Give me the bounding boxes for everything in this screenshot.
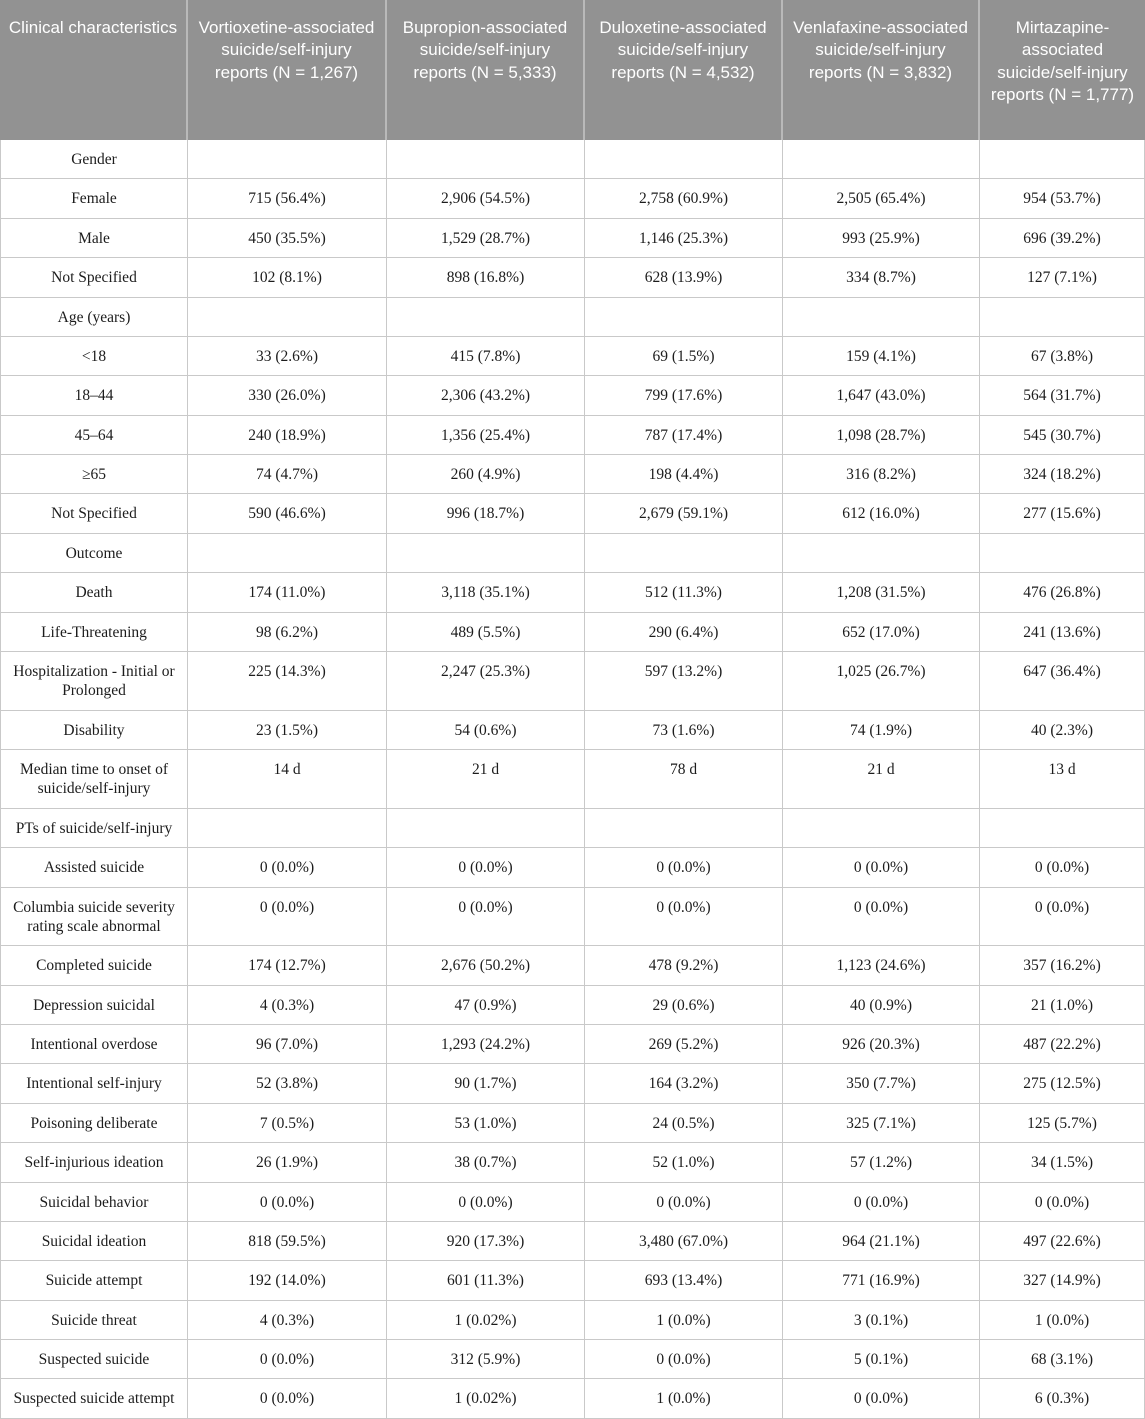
table-row	[0, 613, 1145, 652]
cell-value: 69 (1.5%)	[585, 337, 783, 376]
section-label: Gender	[0, 140, 188, 179]
cell-value: 34 (1.5%)	[980, 1143, 1145, 1182]
table-row	[0, 258, 1145, 297]
cell-value: 926 (20.3%)	[783, 1025, 980, 1064]
cell-value: 312 (5.9%)	[387, 1340, 585, 1379]
table-row	[0, 652, 1145, 711]
cell-value: 23 (1.5%)	[188, 711, 387, 750]
cell-value: 597 (13.2%)	[585, 652, 783, 711]
row-label: Disability	[0, 711, 188, 750]
cell-value	[783, 298, 980, 337]
cell-value: 1,208 (31.5%)	[783, 573, 980, 612]
cell-value: 489 (5.5%)	[387, 613, 585, 652]
column-header-5: Mirtazapine-associated suicide/self-injury reports (N = 1,777)	[980, 0, 1145, 140]
cell-value: 647 (36.4%)	[980, 652, 1145, 711]
cell-value: 277 (15.6%)	[980, 494, 1145, 533]
cell-value	[387, 298, 585, 337]
table-row	[0, 1104, 1145, 1143]
row-label: Male	[0, 219, 188, 258]
cell-value	[188, 534, 387, 573]
table-row	[0, 219, 1145, 258]
table-row	[0, 750, 1145, 809]
cell-value: 818 (59.5%)	[188, 1222, 387, 1261]
table-row	[0, 1025, 1145, 1064]
table-row	[0, 179, 1145, 218]
row-label: Suspected suicide attempt	[0, 1379, 188, 1418]
cell-value: 38 (0.7%)	[387, 1143, 585, 1182]
cell-value: 590 (46.6%)	[188, 494, 387, 533]
cell-value: 52 (3.8%)	[188, 1064, 387, 1103]
cell-value: 29 (0.6%)	[585, 986, 783, 1025]
cell-value: 3,118 (35.1%)	[387, 573, 585, 612]
row-label: Life-Threatening	[0, 613, 188, 652]
cell-value: 601 (11.3%)	[387, 1261, 585, 1300]
section-row	[0, 140, 1145, 179]
row-label: Not Specified	[0, 258, 188, 297]
cell-value: 512 (11.3%)	[585, 573, 783, 612]
cell-value: 0 (0.0%)	[585, 1340, 783, 1379]
cell-value: 0 (0.0%)	[783, 848, 980, 887]
cell-value: 715 (56.4%)	[188, 179, 387, 218]
cell-value	[387, 534, 585, 573]
cell-value: 57 (1.2%)	[783, 1143, 980, 1182]
row-label: Self-injurious ideation	[0, 1143, 188, 1182]
cell-value	[188, 140, 387, 179]
table-row	[0, 986, 1145, 1025]
table-row	[0, 416, 1145, 455]
cell-value: 0 (0.0%)	[783, 1379, 980, 1418]
cell-value	[387, 140, 585, 179]
cell-value: 2,906 (54.5%)	[387, 179, 585, 218]
cell-value: 2,247 (25.3%)	[387, 652, 585, 711]
row-label: Female	[0, 179, 188, 218]
row-label: Poisoning deliberate	[0, 1104, 188, 1143]
row-label: Suicide attempt	[0, 1261, 188, 1300]
table-row	[0, 337, 1145, 376]
cell-value: 4 (0.3%)	[188, 986, 387, 1025]
cell-value: 125 (5.7%)	[980, 1104, 1145, 1143]
cell-value: 487 (22.2%)	[980, 1025, 1145, 1064]
cell-value: 240 (18.9%)	[188, 416, 387, 455]
cell-value: 476 (26.8%)	[980, 573, 1145, 612]
section-label: Outcome	[0, 534, 188, 573]
table-row	[0, 1301, 1145, 1340]
cell-value: 324 (18.2%)	[980, 455, 1145, 494]
cell-value: 0 (0.0%)	[980, 848, 1145, 887]
cell-value: 2,505 (65.4%)	[783, 179, 980, 218]
cell-value: 330 (26.0%)	[188, 376, 387, 415]
cell-value: 799 (17.6%)	[585, 376, 783, 415]
table-body	[0, 140, 1145, 1419]
cell-value: 198 (4.4%)	[585, 455, 783, 494]
cell-value: 14 d	[188, 750, 387, 809]
cell-value: 993 (25.9%)	[783, 219, 980, 258]
cell-value: 325 (7.1%)	[783, 1104, 980, 1143]
cell-value: 269 (5.2%)	[585, 1025, 783, 1064]
cell-value	[783, 809, 980, 848]
cell-value: 696 (39.2%)	[980, 219, 1145, 258]
cell-value: 33 (2.6%)	[188, 337, 387, 376]
cell-value: 0 (0.0%)	[188, 1379, 387, 1418]
cell-value: 1,123 (24.6%)	[783, 946, 980, 985]
table-row	[0, 1340, 1145, 1379]
row-label: 45–64	[0, 416, 188, 455]
cell-value: 497 (22.6%)	[980, 1222, 1145, 1261]
cell-value: 0 (0.0%)	[585, 848, 783, 887]
cell-value: 74 (4.7%)	[188, 455, 387, 494]
cell-value: 0 (0.0%)	[188, 1340, 387, 1379]
cell-value: 67 (3.8%)	[980, 337, 1145, 376]
cell-value: 1 (0.0%)	[585, 1301, 783, 1340]
cell-value: 0 (0.0%)	[188, 1183, 387, 1222]
cell-value: 450 (35.5%)	[188, 219, 387, 258]
table-row	[0, 376, 1145, 415]
cell-value: 6 (0.3%)	[980, 1379, 1145, 1418]
cell-value: 4 (0.3%)	[188, 1301, 387, 1340]
section-row	[0, 298, 1145, 337]
cell-value: 3 (0.1%)	[783, 1301, 980, 1340]
column-header-4: Venlafaxine-associated suicide/self-injury reports (N = 3,832)	[783, 0, 980, 140]
header-row	[0, 0, 1145, 140]
cell-value: 1,146 (25.3%)	[585, 219, 783, 258]
row-label: Not Specified	[0, 494, 188, 533]
table-row	[0, 1222, 1145, 1261]
cell-value: 7 (0.5%)	[188, 1104, 387, 1143]
row-label: Death	[0, 573, 188, 612]
cell-value	[387, 809, 585, 848]
cell-value: 275 (12.5%)	[980, 1064, 1145, 1103]
cell-value: 54 (0.6%)	[387, 711, 585, 750]
cell-value: 2,676 (50.2%)	[387, 946, 585, 985]
cell-value: 1 (0.0%)	[980, 1301, 1145, 1340]
cell-value: 1 (0.02%)	[387, 1301, 585, 1340]
cell-value: 564 (31.7%)	[980, 376, 1145, 415]
table-row	[0, 1183, 1145, 1222]
cell-value	[980, 298, 1145, 337]
cell-value: 1,025 (26.7%)	[783, 652, 980, 711]
cell-value: 98 (6.2%)	[188, 613, 387, 652]
row-label: ≥65	[0, 455, 188, 494]
cell-value: 102 (8.1%)	[188, 258, 387, 297]
cell-value	[980, 140, 1145, 179]
table-row	[0, 455, 1145, 494]
table-row	[0, 1261, 1145, 1300]
cell-value: 13 d	[980, 750, 1145, 809]
cell-value: 0 (0.0%)	[188, 848, 387, 887]
cell-value: 316 (8.2%)	[783, 455, 980, 494]
cell-value: 159 (4.1%)	[783, 337, 980, 376]
cell-value: 40 (0.9%)	[783, 986, 980, 1025]
cell-value: 174 (12.7%)	[188, 946, 387, 985]
cell-value: 1,293 (24.2%)	[387, 1025, 585, 1064]
cell-value: 96 (7.0%)	[188, 1025, 387, 1064]
cell-value: 1,529 (28.7%)	[387, 219, 585, 258]
row-label: Suicide threat	[0, 1301, 188, 1340]
table-row	[0, 848, 1145, 887]
cell-value: 0 (0.0%)	[783, 888, 980, 947]
cell-value: 964 (21.1%)	[783, 1222, 980, 1261]
cell-value: 545 (30.7%)	[980, 416, 1145, 455]
cell-value: 2,306 (43.2%)	[387, 376, 585, 415]
table-row	[0, 888, 1145, 947]
cell-value: 0 (0.0%)	[980, 1183, 1145, 1222]
cell-value: 693 (13.4%)	[585, 1261, 783, 1300]
cell-value	[585, 140, 783, 179]
table-row	[0, 494, 1145, 533]
cell-value: 415 (7.8%)	[387, 337, 585, 376]
column-header-0: Clinical characteristics	[0, 0, 188, 140]
row-label: Suicidal ideation	[0, 1222, 188, 1261]
cell-value: 90 (1.7%)	[387, 1064, 585, 1103]
cell-value: 3,480 (67.0%)	[585, 1222, 783, 1261]
cell-value: 771 (16.9%)	[783, 1261, 980, 1300]
row-label: Depression suicidal	[0, 986, 188, 1025]
cell-value: 24 (0.5%)	[585, 1104, 783, 1143]
cell-value: 1 (0.0%)	[585, 1379, 783, 1418]
cell-value: 0 (0.0%)	[585, 1183, 783, 1222]
section-row	[0, 809, 1145, 848]
cell-value: 787 (17.4%)	[585, 416, 783, 455]
table-row	[0, 1143, 1145, 1182]
cell-value: 0 (0.0%)	[585, 888, 783, 947]
section-label: PTs of suicide/self-injury	[0, 809, 188, 848]
column-header-3: Duloxetine-associated suicide/self-injury reports (N = 4,532)	[585, 0, 783, 140]
cell-value: 1,098 (28.7%)	[783, 416, 980, 455]
cell-value: 920 (17.3%)	[387, 1222, 585, 1261]
row-label: Median time to onset of suicide/self-injury	[0, 750, 188, 809]
cell-value: 0 (0.0%)	[387, 888, 585, 947]
cell-value: 73 (1.6%)	[585, 711, 783, 750]
table-row	[0, 573, 1145, 612]
table-row	[0, 1379, 1145, 1418]
cell-value: 612 (16.0%)	[783, 494, 980, 533]
table-row	[0, 946, 1145, 985]
column-header-1: Vortioxetine-associated suicide/self-injury reports (N = 1,267)	[188, 0, 387, 140]
cell-value: 241 (13.6%)	[980, 613, 1145, 652]
cell-value: 290 (6.4%)	[585, 613, 783, 652]
cell-value: 0 (0.0%)	[387, 848, 585, 887]
row-label: Assisted suicide	[0, 848, 188, 887]
cell-value	[783, 534, 980, 573]
cell-value: 40 (2.3%)	[980, 711, 1145, 750]
cell-value: 898 (16.8%)	[387, 258, 585, 297]
cell-value: 628 (13.9%)	[585, 258, 783, 297]
cell-value	[585, 534, 783, 573]
cell-value: 996 (18.7%)	[387, 494, 585, 533]
cell-value: 327 (14.9%)	[980, 1261, 1145, 1300]
cell-value: 53 (1.0%)	[387, 1104, 585, 1143]
cell-value: 0 (0.0%)	[188, 888, 387, 947]
row-label: Completed suicide	[0, 946, 188, 985]
cell-value: 1,647 (43.0%)	[783, 376, 980, 415]
section-label: Age (years)	[0, 298, 188, 337]
cell-value: 478 (9.2%)	[585, 946, 783, 985]
cell-value: 2,758 (60.9%)	[585, 179, 783, 218]
cell-value	[585, 809, 783, 848]
cell-value	[783, 140, 980, 179]
cell-value: 2,679 (59.1%)	[585, 494, 783, 533]
cell-value	[188, 809, 387, 848]
column-header-2: Bupropion-associated suicide/self-injury reports (N = 5,333)	[387, 0, 585, 140]
cell-value: 0 (0.0%)	[783, 1183, 980, 1222]
cell-value: 78 d	[585, 750, 783, 809]
cell-value	[980, 809, 1145, 848]
row-label: 18–44	[0, 376, 188, 415]
cell-value: 1 (0.02%)	[387, 1379, 585, 1418]
cell-value: 0 (0.0%)	[387, 1183, 585, 1222]
cell-value: 26 (1.9%)	[188, 1143, 387, 1182]
row-label: <18	[0, 337, 188, 376]
cell-value: 350 (7.7%)	[783, 1064, 980, 1103]
cell-value: 192 (14.0%)	[188, 1261, 387, 1300]
cell-value	[188, 298, 387, 337]
cell-value: 954 (53.7%)	[980, 179, 1145, 218]
row-label: Intentional self-injury	[0, 1064, 188, 1103]
row-label: Intentional overdose	[0, 1025, 188, 1064]
cell-value: 357 (16.2%)	[980, 946, 1145, 985]
cell-value: 21 d	[387, 750, 585, 809]
cell-value: 334 (8.7%)	[783, 258, 980, 297]
row-label: Hospitalization - Initial or Prolonged	[0, 652, 188, 711]
cell-value: 52 (1.0%)	[585, 1143, 783, 1182]
cell-value	[980, 534, 1145, 573]
table-row	[0, 711, 1145, 750]
cell-value: 0 (0.0%)	[980, 888, 1145, 947]
cell-value: 5 (0.1%)	[783, 1340, 980, 1379]
cell-value	[585, 298, 783, 337]
cell-value: 260 (4.9%)	[387, 455, 585, 494]
cell-value: 47 (0.9%)	[387, 986, 585, 1025]
cell-value: 164 (3.2%)	[585, 1064, 783, 1103]
cell-value: 174 (11.0%)	[188, 573, 387, 612]
row-label: Suicidal behavior	[0, 1183, 188, 1222]
cell-value: 68 (3.1%)	[980, 1340, 1145, 1379]
cell-value: 225 (14.3%)	[188, 652, 387, 711]
cell-value: 127 (7.1%)	[980, 258, 1145, 297]
cell-value: 74 (1.9%)	[783, 711, 980, 750]
row-label: Columbia suicide severity rating scale abnormal	[0, 888, 188, 947]
cell-value: 21 d	[783, 750, 980, 809]
cell-value: 1,356 (25.4%)	[387, 416, 585, 455]
table-row	[0, 1064, 1145, 1103]
cell-value: 21 (1.0%)	[980, 986, 1145, 1025]
section-row	[0, 534, 1145, 573]
table-header	[0, 0, 1145, 140]
row-label: Suspected suicide	[0, 1340, 188, 1379]
cell-value: 652 (17.0%)	[783, 613, 980, 652]
